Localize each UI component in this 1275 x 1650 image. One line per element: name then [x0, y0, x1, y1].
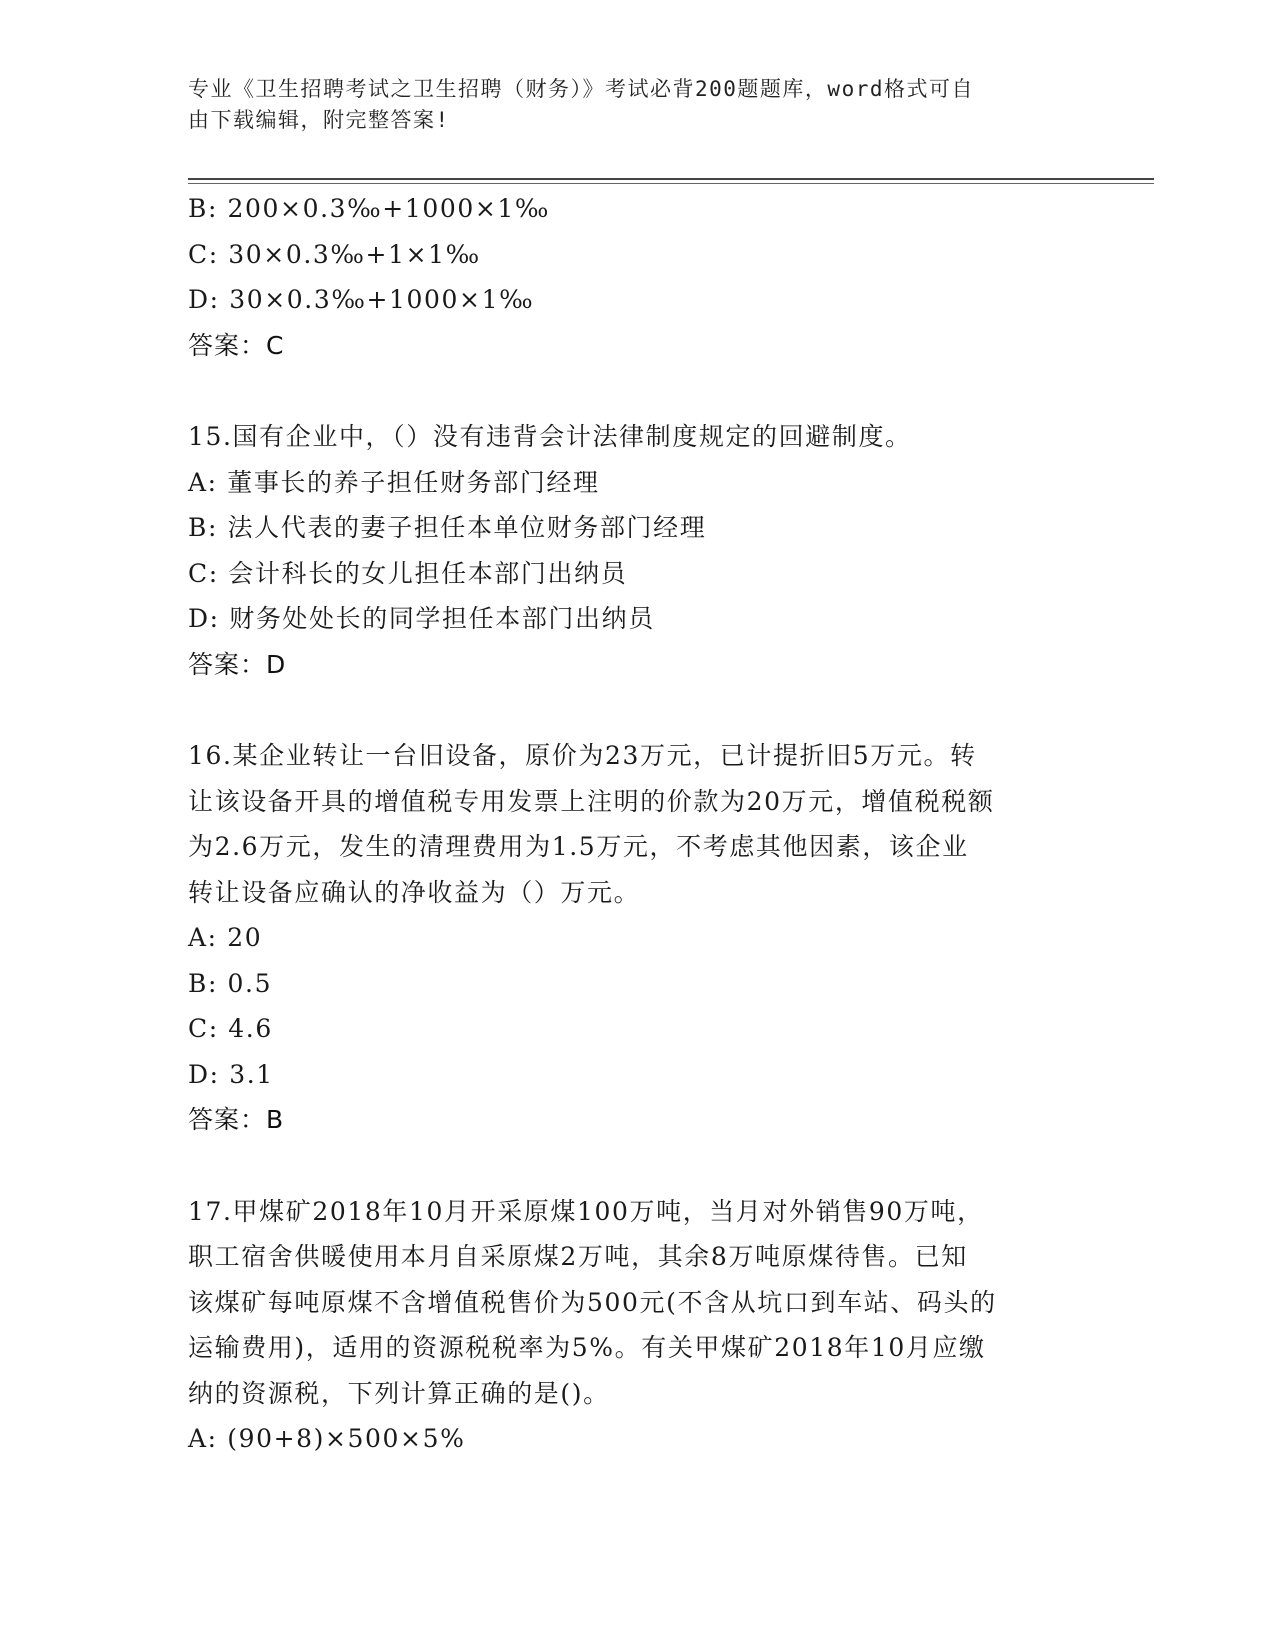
option-a: A: 董事长的养子担任财务部门经理 [188, 467, 600, 497]
spacer [188, 687, 1088, 733]
option-c: C: 30×0.3‰+1×1‰ [188, 239, 481, 269]
option-d: D: 财务处处长的同学担任本部门出纳员 [188, 604, 655, 633]
stem-line: 转让设备应确认的净收益为（）万元。 [188, 877, 641, 907]
stem-line: 为2.6万元，发生的清理费用为1.5万元，不考虑其他因素，该企业 [188, 832, 969, 861]
option-a: A: (90+8)×500×5% [188, 1424, 466, 1453]
header-line-1: 专业《卫生招聘考试之卫生招聘（财务）》考试必背200题题库，word格式可自 [188, 77, 974, 101]
stem-line: 17.甲煤矿2018年10月开采原煤100万吨，当月对外销售90万吨， [188, 1196, 984, 1226]
option-a: A: 20 [188, 923, 263, 952]
stem-line: 让该设备开具的增值税专用发票上注明的价款为20万元，增值税税额 [188, 786, 995, 816]
stem-line: 职工宿舍供暖使用本月自采原煤2万吨，其余8万吨原煤待售。已知 [188, 1242, 968, 1271]
header-line-2: 由下载编辑，附完整答案! [188, 108, 450, 132]
stem-line: 15.国有企业中，（）没有违背会计法律制度规定的回避制度。 [188, 422, 912, 451]
answer: 答案：B [188, 1105, 285, 1134]
spacer [188, 1143, 1088, 1189]
question-15 [188, 414, 1088, 687]
question-stem [188, 414, 1088, 460]
question-16 [188, 733, 1088, 1143]
option-d: D: 3.1 [188, 1059, 274, 1089]
option-b: B: 200×0.3‰+1000×1‰ [188, 194, 551, 223]
question-stem [188, 733, 1088, 915]
option-b: B: 0.5 [188, 968, 273, 998]
stem-line: 纳的资源税，下列计算正确的是()。 [188, 1378, 610, 1408]
header-rule-thin [188, 183, 1154, 184]
stem-line: 运输费用)，适用的资源税税率为5%。有关甲煤矿2018年10月应缴 [188, 1333, 986, 1362]
spacer [188, 368, 1088, 414]
question-17 [188, 1189, 1088, 1462]
option-c: C: 会计科长的女儿担任本部门出纳员 [188, 558, 628, 588]
option-b: B: 法人代表的妻子担任本单位财务部门经理 [188, 513, 707, 542]
answer: 答案：D [188, 649, 287, 679]
question-14-tail [188, 186, 1088, 368]
header-rule-thick [188, 178, 1154, 180]
option-c: C: 4.6 [188, 1014, 273, 1043]
question-stem [188, 1189, 1088, 1417]
option-d: D: 30×0.3‰+1000×1‰ [188, 285, 535, 314]
question-content [188, 186, 1088, 1462]
stem-line: 16.某企业转让一台旧设备，原价为23万元，已计提折旧5万元。转 [188, 741, 977, 770]
answer: 答案：C [188, 330, 285, 360]
page-header [188, 74, 1068, 136]
stem-line: 该煤矿每吨原煤不含增值税售价为500元(不含从坑口到车站、码头的 [188, 1287, 997, 1317]
